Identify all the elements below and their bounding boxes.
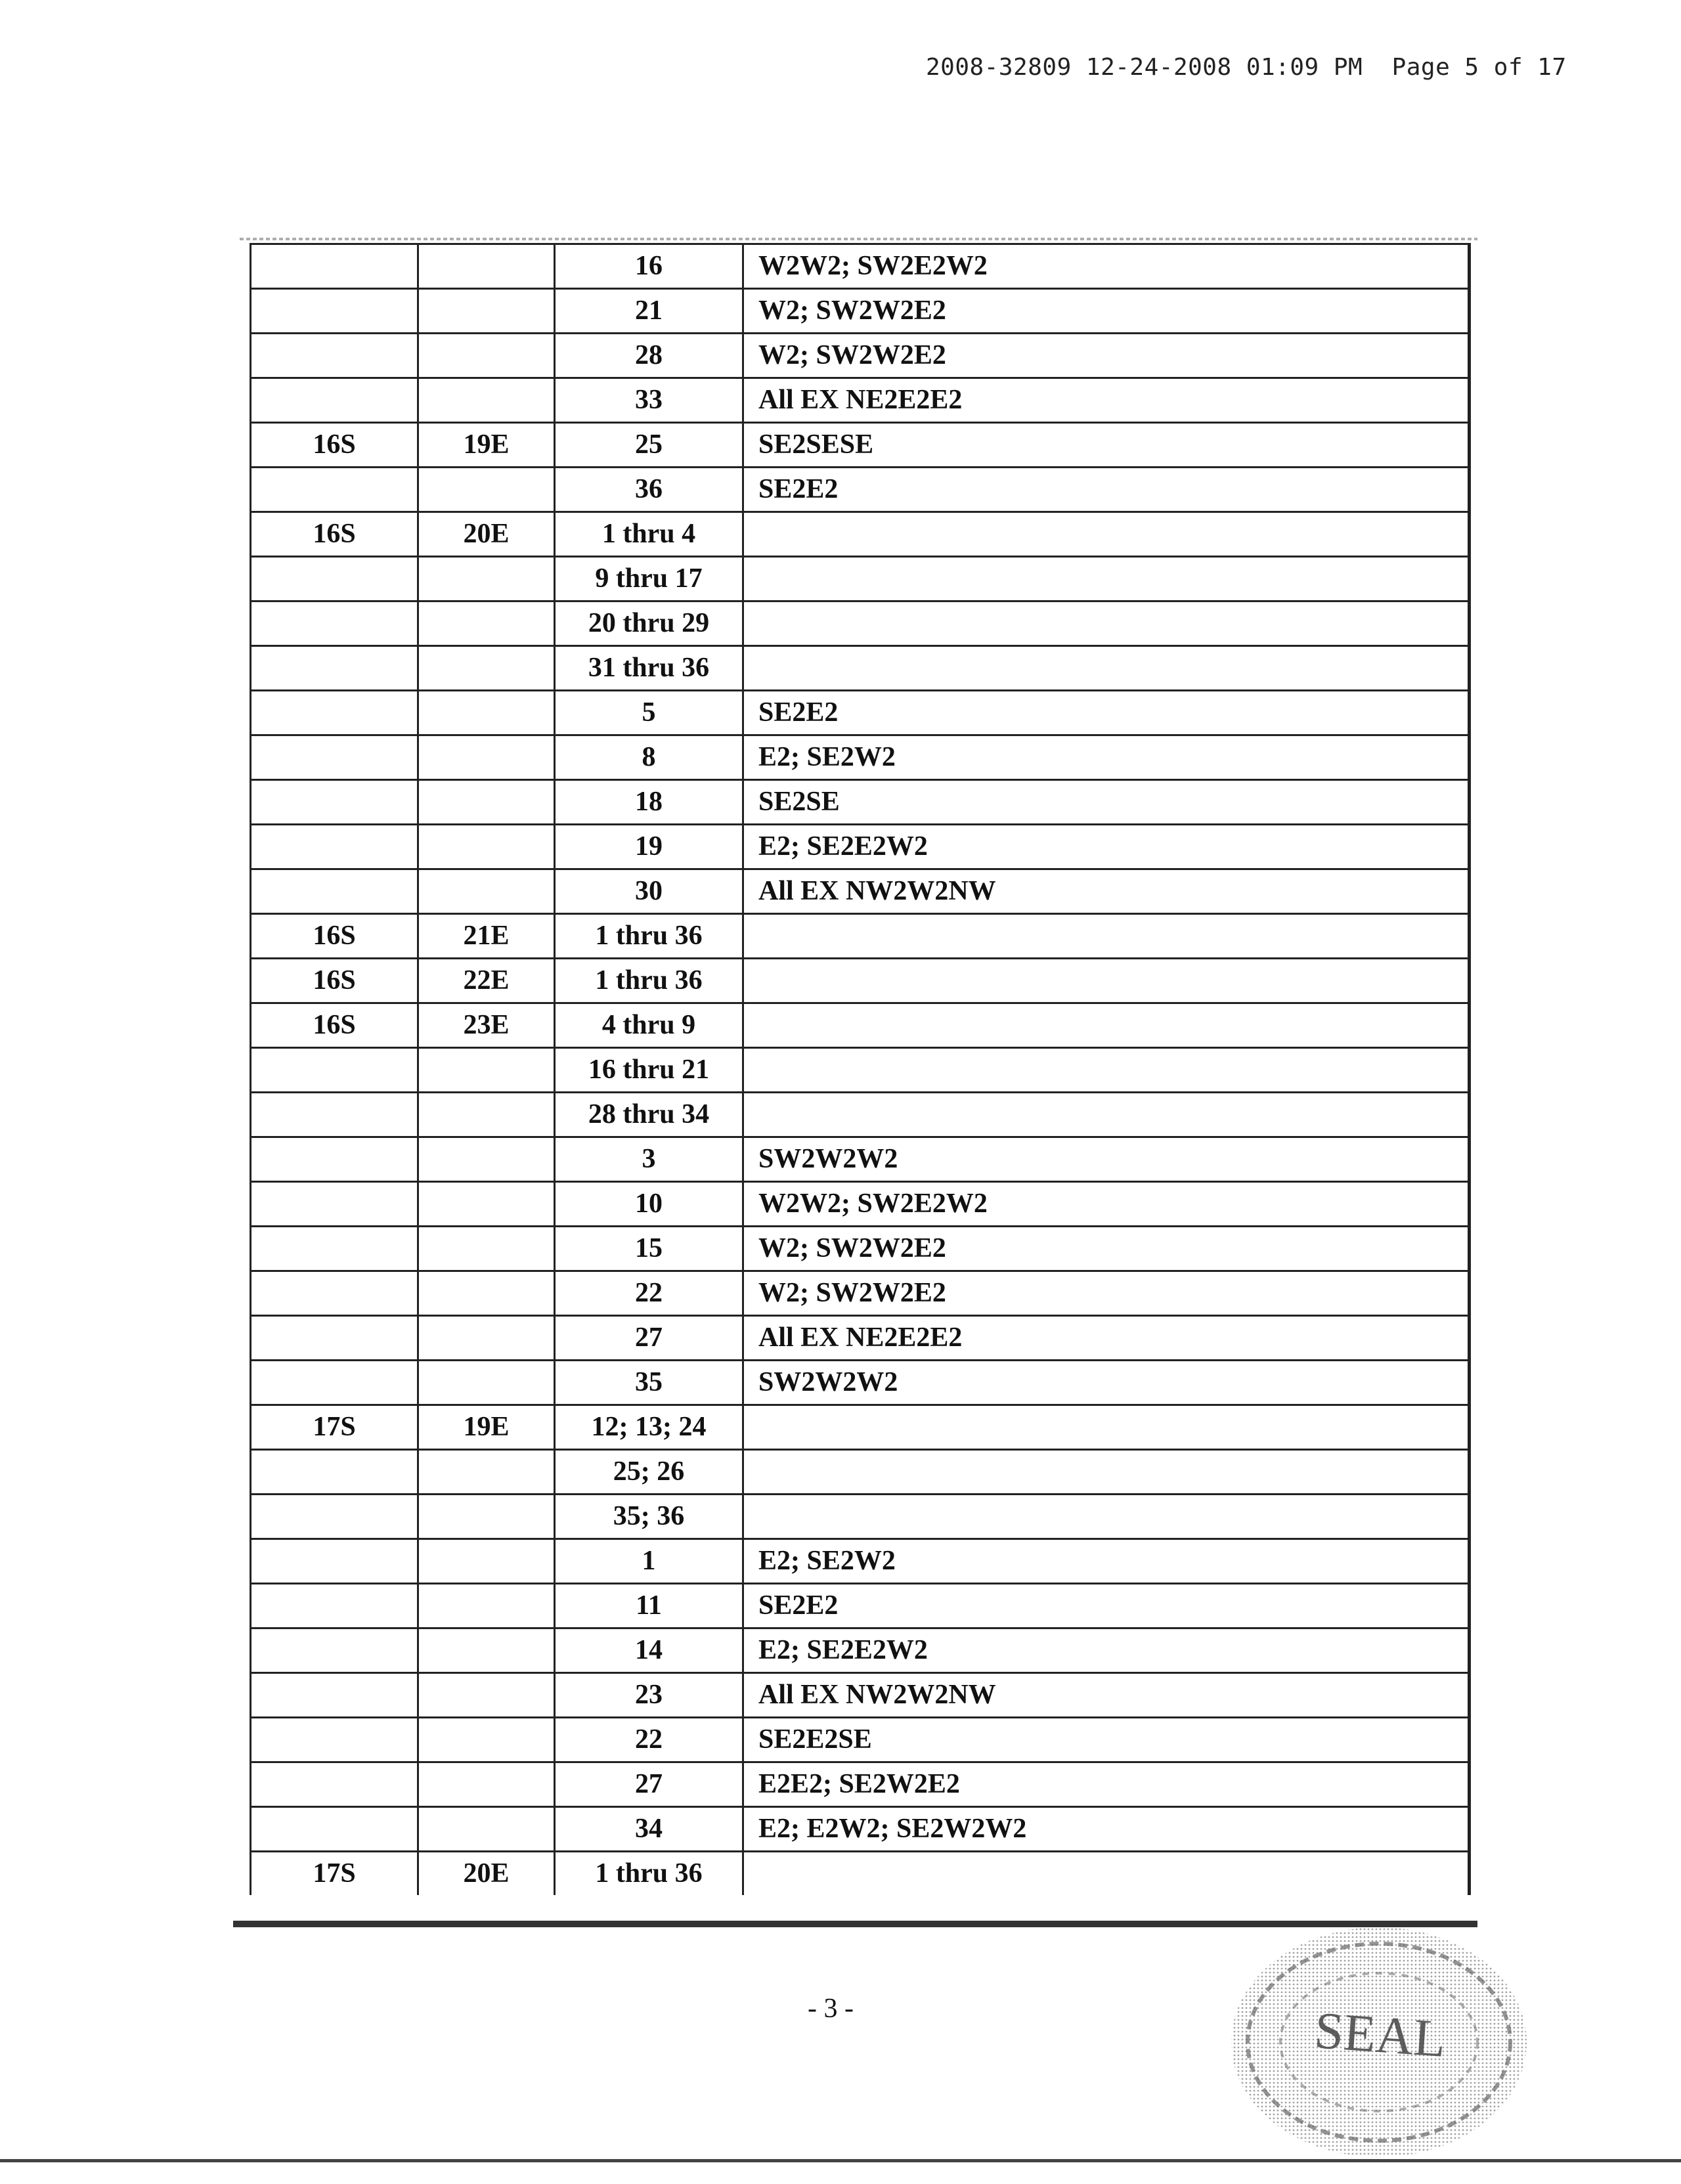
table-row [250,1315,1471,1359]
range-cell [417,1493,554,1538]
township-cell [250,1583,417,1627]
description-cell [742,957,1471,1002]
table-row [250,957,1471,1002]
section-cell: 15 [554,1225,742,1270]
table-row [250,511,1471,556]
section-cell: 11 [554,1583,742,1627]
section-cell: 27 [554,1315,742,1359]
description-cell: SW2W2W2 [742,1136,1471,1181]
range-cell [417,1716,554,1761]
township-cell [250,868,417,913]
township-cell [250,288,417,332]
description-cell: All EX NW2W2NW [742,1672,1471,1716]
range-cell [417,600,554,645]
township-cell: 16S [250,957,417,1002]
table-top-rule [240,238,1477,240]
township-cell [250,1449,417,1493]
description-cell: SE2E2 [742,689,1471,734]
township-cell [250,1225,417,1270]
range-cell [417,1315,554,1359]
township-cell: 17S [250,1404,417,1449]
section-cell: 35; 36 [554,1493,742,1538]
section-cell: 28 [554,332,742,377]
table-row [250,1761,1471,1806]
range-cell [417,868,554,913]
range-cell [417,734,554,779]
range-cell [417,1672,554,1716]
township-cell [250,1136,417,1181]
table-row [250,556,1471,600]
description-cell [742,1404,1471,1449]
description-cell: E2; SE2E2W2 [742,1627,1471,1672]
section-cell: 25 [554,422,742,466]
range-cell [417,823,554,868]
description-cell [742,1850,1471,1895]
township-cell [250,243,417,288]
description-cell [742,645,1471,689]
table-row [250,1850,1471,1895]
legal-table-body [250,243,1471,1895]
description-cell: SE2SESE [742,422,1471,466]
description-cell: All EX NE2E2E2 [742,1315,1471,1359]
description-cell: W2; SW2W2E2 [742,332,1471,377]
range-cell [417,1806,554,1850]
table-row [250,332,1471,377]
section-cell: 20 thru 29 [554,600,742,645]
section-cell: 23 [554,1672,742,1716]
township-cell [250,823,417,868]
range-cell: 20E [417,511,554,556]
township-cell [250,1091,417,1136]
section-cell: 1 thru 4 [554,511,742,556]
range-cell [417,1449,554,1493]
seal-text: SEAL [1312,2001,1448,2068]
description-cell: SE2E2SE [742,1716,1471,1761]
range-cell [417,1047,554,1091]
township-cell [250,1181,417,1225]
table-row [250,1627,1471,1672]
table-row [250,422,1471,466]
description-cell: SE2E2 [742,466,1471,511]
section-cell: 35 [554,1359,742,1404]
township-cell [250,1806,417,1850]
range-cell [417,377,554,422]
range-cell [417,1225,554,1270]
description-cell [742,1493,1471,1538]
description-cell: SE2E2 [742,1583,1471,1627]
table-row [250,823,1471,868]
township-cell [250,1672,417,1716]
table-row [250,1181,1471,1225]
page-number: - 3 - [808,1994,854,2024]
range-cell [417,332,554,377]
range-cell [417,1136,554,1181]
table-row [250,288,1471,332]
table-row [250,1583,1471,1627]
township-cell [250,1270,417,1315]
table-row [250,645,1471,689]
township-cell [250,689,417,734]
table-row [250,1716,1471,1761]
table-row [250,1404,1471,1449]
township-cell [250,332,417,377]
description-cell: SW2W2W2 [742,1359,1471,1404]
range-cell [417,1091,554,1136]
table-row [250,1091,1471,1136]
description-cell: W2; SW2W2E2 [742,1225,1471,1270]
description-cell [742,1449,1471,1493]
range-cell [417,645,554,689]
township-cell [250,779,417,823]
section-cell: 1 thru 36 [554,1850,742,1895]
table-row [250,734,1471,779]
section-cell: 36 [554,466,742,511]
township-cell [250,1493,417,1538]
table-row [250,377,1471,422]
table-row [250,243,1471,288]
section-cell: 30 [554,868,742,913]
section-cell: 16 thru 21 [554,1047,742,1091]
township-cell [250,1627,417,1672]
table-row [250,1538,1471,1583]
range-cell [417,288,554,332]
table-row [250,1225,1471,1270]
description-cell: E2; SE2E2W2 [742,823,1471,868]
township-cell: 17S [250,1850,417,1895]
township-cell [250,466,417,511]
section-cell: 14 [554,1627,742,1672]
section-cell: 4 thru 9 [554,1002,742,1047]
table-row [250,1359,1471,1404]
table-row [250,779,1471,823]
description-cell: W2W2; SW2E2W2 [742,243,1471,288]
table-row [250,1806,1471,1850]
section-cell: 1 thru 36 [554,913,742,957]
range-cell: 23E [417,1002,554,1047]
township-cell: 16S [250,1002,417,1047]
section-cell: 22 [554,1270,742,1315]
section-cell: 16 [554,243,742,288]
description-cell [742,511,1471,556]
description-cell [742,913,1471,957]
township-cell [250,377,417,422]
range-cell [417,779,554,823]
description-cell: W2W2; SW2E2W2 [742,1181,1471,1225]
section-cell: 34 [554,1806,742,1850]
page-bottom-edge [0,2159,1681,2162]
range-cell [417,466,554,511]
township-cell [250,556,417,600]
range-cell [417,1627,554,1672]
range-cell [417,1270,554,1315]
township-cell [250,1315,417,1359]
township-cell: 16S [250,511,417,556]
description-cell: W2; SW2W2E2 [742,1270,1471,1315]
section-cell: 25; 26 [554,1449,742,1493]
legal-description-table [250,243,1471,1895]
description-cell [742,1091,1471,1136]
township-cell [250,645,417,689]
table-row [250,1449,1471,1493]
township-cell: 16S [250,422,417,466]
description-cell: E2E2; SE2W2E2 [742,1761,1471,1806]
description-cell [742,1002,1471,1047]
description-cell: E2; SE2W2 [742,1538,1471,1583]
fax-header-stamp: 2008-32809 12-24-2008 01:09 PM Page 5 of 17 [926,54,1567,81]
table-row [250,1002,1471,1047]
section-cell: 28 thru 34 [554,1091,742,1136]
range-cell: 19E [417,1404,554,1449]
range-cell [417,1583,554,1627]
description-cell [742,556,1471,600]
table-row [250,600,1471,645]
section-cell: 5 [554,689,742,734]
range-cell: 22E [417,957,554,1002]
description-cell: E2; E2W2; SE2W2W2 [742,1806,1471,1850]
township-cell: 16S [250,913,417,957]
section-cell: 3 [554,1136,742,1181]
description-cell: SE2SE [742,779,1471,823]
table-row [250,689,1471,734]
table-row [250,1672,1471,1716]
description-cell [742,600,1471,645]
description-cell: All EX NW2W2NW [742,868,1471,913]
table-row [250,1270,1471,1315]
township-cell [250,1761,417,1806]
section-cell: 21 [554,288,742,332]
description-cell: E2; SE2W2 [742,734,1471,779]
township-cell [250,1716,417,1761]
description-cell: W2; SW2W2E2 [742,288,1471,332]
range-cell [417,1761,554,1806]
range-cell: 21E [417,913,554,957]
section-cell: 22 [554,1716,742,1761]
section-cell: 9 thru 17 [554,556,742,600]
table-row [250,913,1471,957]
table-row [250,1493,1471,1538]
section-cell: 27 [554,1761,742,1806]
range-cell [417,1538,554,1583]
township-cell [250,1359,417,1404]
township-cell [250,1538,417,1583]
township-cell [250,734,417,779]
legal-description-table-wrapper [250,243,1471,1895]
range-cell [417,1359,554,1404]
section-cell: 10 [554,1181,742,1225]
range-cell: 19E [417,422,554,466]
range-cell [417,1181,554,1225]
description-cell: All EX NE2E2E2 [742,377,1471,422]
table-row [250,466,1471,511]
range-cell [417,556,554,600]
section-cell: 8 [554,734,742,779]
section-cell: 12; 13; 24 [554,1404,742,1449]
section-cell: 31 thru 36 [554,645,742,689]
section-cell: 1 [554,1538,742,1583]
township-cell [250,600,417,645]
section-cell: 33 [554,377,742,422]
description-cell [742,1047,1471,1091]
range-cell [417,243,554,288]
range-cell [417,689,554,734]
table-row [250,868,1471,913]
township-cell [250,1047,417,1091]
range-cell: 20E [417,1850,554,1895]
section-cell: 18 [554,779,742,823]
state-seal-stamp [1202,1904,1543,2167]
section-cell: 1 thru 36 [554,957,742,1002]
table-row [250,1136,1471,1181]
table-row [250,1047,1471,1091]
section-cell: 19 [554,823,742,868]
